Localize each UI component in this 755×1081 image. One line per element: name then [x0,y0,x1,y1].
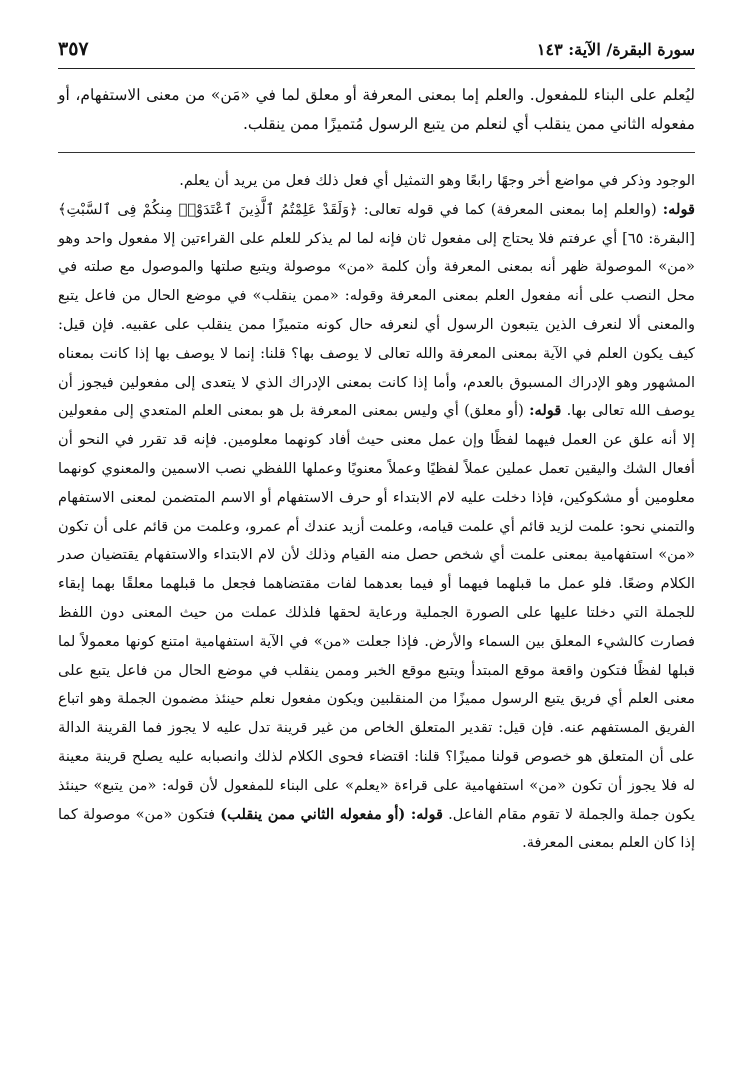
page [58,38,695,858]
commentary [58,167,695,858]
commentary-text: فتكون «من» موصولة كما إذا كان العلم بمعنى المعرفة. [58,805,695,852]
commentary-text: (أو معلق) أي وليس بمعنى المعرفة بل هو بمعنى العلم المتعدي إلى مفعولين إلا أنه علق عن العمل فيهما لفظًا وإن عمل معنى حيث أفاد كونهما معلومين. فإنه قد تقرر في النحو أن أفعال الشك واليقين تعمل عملين عملاً لفظيًا وعملاً معنويًا وعملها اللفظي نصب الاسمين والمعنوي كونهما معلومين أو مشكوكين، فإذا دخلت عليه لام الابتداء أو حرف الاستفهام أو الاسم المتضمن لمعنى الاستفهام والتمني نحو: علمت لزيد قائم أي علمت قيامه، وعلمت أزيد عندك أم عمرو، وعلمت من قائم على أن تكون «من» استفهامية بمعنى علمت أي شخص حصل منه القيام وذلك لأن لام الابتداء والاستفهام يقتضيان صدر الكلام وضعًا. فلو عمل ما قبلهما فيهما أو فيما بعدهما لفات مقتضاهما فجعل ما قبلهما معلقًا بهما إبقاء للجملة التي دخلتا عليها على الصورة الجملية ورعاية لحقها فلذلك عملت من حيث المعنى دون اللفظ فصارت كالشيء المعلق بين السماء والأرض. فإذا جعلت «من» في الآية استفهامية امتنع كونها معمولاً لما قبلها لفظًا فتكون واقعة موقع المبتدأ ويتبع موقع الخبر وممن ينقلب في موضع الحال من فاعل يتبع على معنى العلم أي فريق يتبع الرسول مميزًا من المنقلبين ويكون مفعول نعلم حينئذ مضمون الجملة وهو اتباع الفريق المستفهم عنه. فإن قيل: تقدير المتعلق الخاص من غير قرينة تدل عليه لا يجوز فما القرينة الدالة على أن المتعلق هو خصوص قولنا مميزًا؟ قلنا: اقتضاء فحوى الكلام لذلك وانصبابه عليه يصلح قرينة معينة له فلا يجوز أن تكون «من» استفهامية على قراءة «يعلم» على البناء للمفعول لأن قوله: «من يتبع» حينئذ يكون جملة والجملة لا تقوم مقام الفاعل. [58,402,695,823]
surah-title: سورة البقرة/ الآية: ١٤٣ [536,40,695,59]
commentary-keyword: قوله: [662,200,695,218]
divider [58,152,695,153]
commentary-intro: الوجود وذكر في مواضع أخر وجهًا رابعًا وهو التمثيل أي فعل ذلك فعل من يريد أن يعلم. [179,172,695,189]
commentary-text: [البقرة: ٦٥] أي عرفتم فلا يحتاج إلى مفعول ثان فإنه لما لم يذكر للعلم على القراءتين إلا مفعول واحد وهو «من» الموصولة ظهر أنه بمعنى المعرفة وأن كلمة «من» موصولة ويتبع صلتها والموصول مع صلته في محل النصب على أنه مفعول العلم بمعنى المعرفة وقوله: «ممن ينقلب» في موضع الحال من فاعل يتبع والمعنى ألا لنعرف الذين يتبعون الرسول أي لنعرفه حال كونه متميزًا ممن ينقلب على عقبيه. فإن قيل: كيف يكون العلم في الآية بمعنى المعرفة والله تعالى لا يوصف بها؟ قلنا: إنما لا يوصف بها إذا كانت بمعناه المشهور وهو الإدراك المسبوق بالعدم، وأما إذا كانت بمعنى الإدراك الذي لا يتعدى إلى مفعولين فيجوز أن يوصف الله تعالى بها. [58,229,695,420]
commentary-keyword: قوله: (أو مفعوله الثاني ممن ينقلب) [220,805,444,823]
commentary-keyword: قوله: [529,402,562,420]
commentary-text: (والعلم إما بمعنى المعرفة) كما في قوله تعالى: [357,200,663,218]
quran-verse: ﴿وَلَقَدْ عَلِمْتُمُ ٱلَّذِينَ ٱعْتَدَوْا۟ مِنكُمْ فِى ٱلسَّبْتِ﴾ [58,200,358,218]
page-header [58,38,695,69]
main-text: ليُعلم على البناء للمفعول. والعلم إما بمعنى المعرفة أو معلق لما في «مَن» من معنى الاستفهام، أو مفعوله الثاني ممن ينقلب أي لنعلم من يتبع الرسول مُتميزًا ممن ينقلب. [58,86,695,133]
page-number: ٣٥٧ [58,38,89,60]
